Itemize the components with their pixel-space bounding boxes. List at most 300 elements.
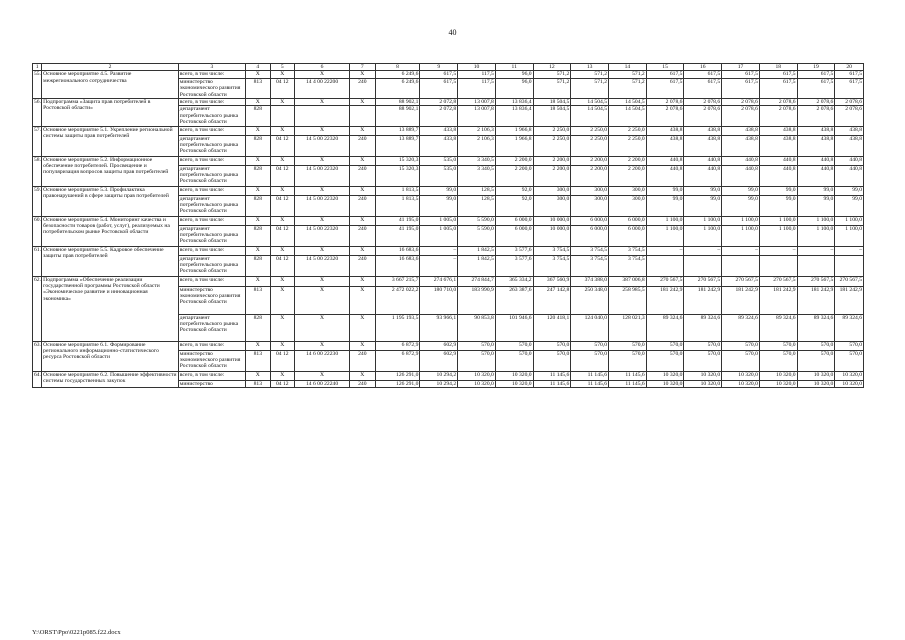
- budget-code-c4: Х: [246, 99, 270, 106]
- amount-cell: 2 200,0: [495, 156, 533, 165]
- amount-cell: 2 072,8: [420, 106, 458, 126]
- budget-code-c6: 14 6 00 22240: [295, 380, 350, 387]
- table-row: [33, 216, 864, 225]
- amount-cell: 181 242,9: [722, 286, 760, 314]
- amount-cell: 602,9: [420, 341, 458, 350]
- amount-cell: 617,5: [646, 71, 684, 78]
- amount-cell: 124 040,0: [571, 314, 609, 341]
- amount-cell: 570,0: [646, 350, 684, 371]
- amount-cell: 2 200,0: [495, 165, 533, 186]
- executor: департамент потребительского рынка Ростовской области: [178, 135, 245, 156]
- amount-cell: 300,0: [571, 195, 609, 216]
- amount-cell: 90 853,8: [458, 314, 496, 341]
- budget-code-c5: 04 12: [270, 78, 294, 98]
- budget-code-c6: Х: [295, 71, 350, 78]
- budget-code-c6: 14 5 00 22320: [295, 195, 350, 216]
- amount-cell: 571,2: [533, 71, 571, 78]
- budget-code-c4: 813: [246, 350, 270, 371]
- column-number: 16: [684, 64, 722, 71]
- column-number: 20: [835, 64, 864, 71]
- amount-cell: 433,8: [420, 126, 458, 135]
- executor: всего, в том числе:: [178, 156, 245, 165]
- amount-cell: 617,5: [835, 71, 864, 78]
- amount-cell: –: [835, 246, 864, 255]
- budget-code-c5: Х: [270, 276, 294, 286]
- row-number: 58.: [33, 156, 42, 186]
- budget-code-c5: 04 12: [270, 195, 294, 216]
- amount-cell: –: [797, 246, 835, 255]
- column-number: 6: [295, 64, 350, 71]
- amount-cell: 13 889,7: [375, 126, 420, 135]
- executor: департамент потребительского рынка Ростовской области: [178, 314, 245, 341]
- budget-code-c5: Х: [270, 186, 294, 195]
- amount-cell: 570,0: [571, 341, 609, 350]
- budget-code-c7: 240: [350, 195, 375, 216]
- amount-cell: 14 504,5: [571, 99, 609, 106]
- amount-cell: 3 754,5: [533, 246, 571, 255]
- column-number: 17: [722, 64, 760, 71]
- budget-code-c5: Х: [270, 246, 294, 255]
- budget-code-c4: Х: [246, 186, 270, 195]
- row-number: 57.: [33, 126, 42, 156]
- budget-code-c5: Х: [270, 71, 294, 78]
- program-name: Основное мероприятие 6.1. Формирование регионального информационно-статистического ресурса Ростовской области: [42, 341, 179, 371]
- budget-code-c7: 240: [350, 225, 375, 246]
- amount-cell: 6 249,6: [375, 78, 420, 98]
- amount-cell: 570,0: [609, 350, 647, 371]
- amount-cell: 99,0: [684, 186, 722, 195]
- amount-cell: 2 072,8: [420, 99, 458, 106]
- amount-cell: 5 590,0: [458, 225, 496, 246]
- amount-cell: 571,2: [571, 78, 609, 98]
- column-number: 19: [797, 64, 835, 71]
- column-number-row: [33, 64, 864, 71]
- amount-cell: 440,8: [835, 165, 864, 186]
- row-number: 61.: [33, 246, 42, 276]
- budget-code-c4: Х: [246, 71, 270, 78]
- program-name: Подпрограмма «Защита прав потребителей в Ростовской области»: [42, 99, 179, 127]
- amount-cell: 1 842,5: [458, 255, 496, 276]
- amount-cell: 89 324,6: [835, 314, 864, 341]
- amount-cell: 6 000,0: [571, 216, 609, 225]
- amount-cell: 117,5: [458, 78, 496, 98]
- amount-cell: 438,8: [722, 126, 760, 135]
- amount-cell: 6 249,6: [375, 71, 420, 78]
- amount-cell: 3 340,5: [458, 156, 496, 165]
- amount-cell: 14 504,5: [609, 99, 647, 106]
- amount-cell: 570,0: [797, 341, 835, 350]
- budget-code-c7: Х: [350, 341, 375, 350]
- program-name: Подпрограмма «Обеспечение реализации государственной программы Ростовской области «Экономическое развитие и инновационная экономика»: [42, 276, 179, 341]
- amount-cell: 247 142,8: [533, 286, 571, 314]
- amount-cell: 128,5: [458, 195, 496, 216]
- budget-code-c4: 813: [246, 78, 270, 98]
- amount-cell: 2 078,6: [684, 106, 722, 126]
- amount-cell: 367 560,9: [533, 276, 571, 286]
- executor: министерство экономического развития Ростовской области: [178, 286, 245, 314]
- amount-cell: 1 100,0: [835, 225, 864, 246]
- amount-cell: 440,8: [646, 156, 684, 165]
- column-number: 1: [33, 64, 42, 71]
- amount-cell: 440,8: [797, 156, 835, 165]
- amount-cell: 120 418,1: [533, 314, 571, 341]
- amount-cell: 2 106,3: [458, 126, 496, 135]
- amount-cell: 602,9: [420, 350, 458, 371]
- budget-code-c7: 240: [350, 78, 375, 98]
- budget-code-c6: 14 6 00 22230: [295, 350, 350, 371]
- amount-cell: 258 985,5: [609, 286, 647, 314]
- amount-cell: 99,0: [759, 186, 797, 195]
- executor: всего, в том числе:: [178, 71, 245, 78]
- amount-cell: 88 902,1: [375, 99, 420, 106]
- amount-cell: 1 100,0: [835, 216, 864, 225]
- budget-code-c5: 04 12: [270, 255, 294, 276]
- amount-cell: 126 291,0: [375, 380, 420, 387]
- amount-cell: 93 966,1: [420, 314, 458, 341]
- amount-cell: 1 100,0: [797, 216, 835, 225]
- column-number: 2: [42, 64, 179, 71]
- amount-cell: 16 683,6: [375, 255, 420, 276]
- amount-cell: 10 320,0: [646, 371, 684, 380]
- amount-cell: 99,0: [835, 195, 864, 216]
- amount-cell: 300,0: [533, 186, 571, 195]
- budget-code-c7: Х: [350, 71, 375, 78]
- budget-code-c7: Х: [350, 286, 375, 314]
- amount-cell: 438,8: [835, 126, 864, 135]
- amount-cell: 181 242,9: [835, 286, 864, 314]
- row-number: 60.: [33, 216, 42, 246]
- amount-cell: 1 005,0: [420, 216, 458, 225]
- budget-code-c6: Х: [295, 99, 350, 106]
- amount-cell: 1 100,0: [722, 216, 760, 225]
- executor: департамент потребительского рынка Ростовской области: [178, 255, 245, 276]
- budget-code-c5: 04 12: [270, 225, 294, 246]
- amount-cell: 570,0: [646, 341, 684, 350]
- amount-cell: 270 567,5: [797, 276, 835, 286]
- budget-code-c7: Х: [350, 126, 375, 135]
- row-number: 63.: [33, 341, 42, 371]
- amount-cell: 438,8: [722, 135, 760, 156]
- executor: всего, в том числе:: [178, 216, 245, 225]
- amount-cell: 6 000,0: [609, 225, 647, 246]
- amount-cell: 440,8: [835, 156, 864, 165]
- amount-cell: 433,8: [420, 135, 458, 156]
- amount-cell: 10 320,0: [797, 371, 835, 380]
- amount-cell: 3 754,5: [571, 246, 609, 255]
- budget-code-c7: 240: [350, 165, 375, 186]
- budget-code-c6: Х: [295, 314, 350, 341]
- budget-table: [32, 63, 864, 388]
- amount-cell: 438,8: [646, 135, 684, 156]
- amount-cell: 1 966,8: [495, 135, 533, 156]
- budget-code-c5: Х: [270, 126, 294, 135]
- amount-cell: 89 324,6: [797, 314, 835, 341]
- amount-cell: 570,0: [684, 350, 722, 371]
- amount-cell: 617,5: [835, 78, 864, 98]
- amount-cell: 440,8: [722, 165, 760, 186]
- amount-cell: 440,8: [759, 165, 797, 186]
- table-row: [33, 276, 864, 286]
- amount-cell: 3 667 215,7: [375, 276, 420, 286]
- amount-cell: 2 250,0: [571, 135, 609, 156]
- amount-cell: 10 320,0: [722, 380, 760, 387]
- table-row: [33, 126, 864, 135]
- amount-cell: 99,0: [722, 195, 760, 216]
- budget-code-c4: Х: [246, 371, 270, 380]
- amount-cell: 2 078,6: [646, 99, 684, 106]
- amount-cell: 6 000,0: [571, 225, 609, 246]
- amount-cell: 617,5: [420, 78, 458, 98]
- executor: всего, в том числе:: [178, 341, 245, 350]
- amount-cell: 15 320,3: [375, 165, 420, 186]
- amount-cell: 13 889,7: [375, 135, 420, 156]
- budget-code-c4: 828: [246, 314, 270, 341]
- amount-cell: 438,8: [684, 135, 722, 156]
- budget-code-c7: 240: [350, 255, 375, 276]
- amount-cell: 440,8: [722, 156, 760, 165]
- amount-cell: 570,0: [722, 341, 760, 350]
- budget-code-c6: 14 5 00 22320: [295, 225, 350, 246]
- executor: всего, в том числе:: [178, 186, 245, 195]
- amount-cell: 570,0: [835, 350, 864, 371]
- amount-cell: 571,2: [571, 71, 609, 78]
- budget-code-c4: 828: [246, 165, 270, 186]
- amount-cell: 89 324,6: [759, 314, 797, 341]
- amount-cell: 2 200,0: [533, 165, 571, 186]
- amount-cell: 300,0: [609, 186, 647, 195]
- budget-code-c7: Х: [350, 371, 375, 380]
- amount-cell: 181 242,9: [797, 286, 835, 314]
- amount-cell: 10 320,0: [722, 371, 760, 380]
- budget-code-c7: Х: [350, 276, 375, 286]
- amount-cell: 2 472 022,2: [375, 286, 420, 314]
- amount-cell: 1 813,5: [375, 195, 420, 216]
- amount-cell: 2 078,6: [646, 106, 684, 126]
- amount-cell: 41 195,0: [375, 225, 420, 246]
- amount-cell: 99,0: [420, 186, 458, 195]
- amount-cell: 617,5: [722, 78, 760, 98]
- executor: всего, в том числе:: [178, 246, 245, 255]
- budget-code-c6: [295, 106, 350, 126]
- amount-cell: 617,5: [646, 78, 684, 98]
- amount-cell: 15 320,3: [375, 156, 420, 165]
- budget-code-c7: Х: [350, 314, 375, 341]
- budget-code-c4: 813: [246, 380, 270, 387]
- amount-cell: 570,0: [533, 350, 571, 371]
- amount-cell: 3 754,5: [571, 255, 609, 276]
- program-name: Основное мероприятие 5.2. Информационное обеспечение потребителей. Просвещение и популяризация вопросов защиты прав потребителей: [42, 156, 179, 186]
- budget-code-c6: Х: [295, 286, 350, 314]
- amount-cell: 126 291,0: [375, 371, 420, 380]
- amount-cell: 570,0: [571, 350, 609, 371]
- amount-cell: 617,5: [759, 71, 797, 78]
- amount-cell: 128 021,3: [609, 314, 647, 341]
- amount-cell: 180 710,0: [420, 286, 458, 314]
- table-row: [33, 156, 864, 165]
- amount-cell: 2 200,0: [609, 156, 647, 165]
- amount-cell: 96,0: [495, 78, 533, 98]
- amount-cell: 99,0: [646, 186, 684, 195]
- budget-code-c6: Х: [295, 126, 350, 135]
- amount-cell: 2 078,6: [797, 99, 835, 106]
- column-number: 12: [533, 64, 571, 71]
- amount-cell: 2 250,0: [571, 126, 609, 135]
- amount-cell: 1 813,5: [375, 186, 420, 195]
- column-number: 9: [420, 64, 458, 71]
- amount-cell: 11 145,6: [571, 380, 609, 387]
- amount-cell: 41 195,0: [375, 216, 420, 225]
- amount-cell: 250 348,0: [571, 286, 609, 314]
- budget-code-c6: Х: [295, 246, 350, 255]
- row-number: 56.: [33, 99, 42, 127]
- amount-cell: 11 145,6: [609, 371, 647, 380]
- amount-cell: 99,0: [684, 195, 722, 216]
- amount-cell: 11 145,6: [609, 380, 647, 387]
- row-number: 59.: [33, 186, 42, 216]
- amount-cell: 440,8: [684, 165, 722, 186]
- amount-cell: 1 100,0: [646, 225, 684, 246]
- amount-cell: 13 007,8: [458, 106, 496, 126]
- amount-cell: 270 567,5: [684, 276, 722, 286]
- amount-cell: 99,0: [646, 195, 684, 216]
- row-number: 55.: [33, 71, 42, 99]
- amount-cell: 617,5: [420, 71, 458, 78]
- amount-cell: 6 000,0: [609, 216, 647, 225]
- row-number: 64.: [33, 371, 42, 387]
- amount-cell: 6 000,0: [495, 225, 533, 246]
- amount-cell: [759, 255, 797, 276]
- amount-cell: 1 195 193,5: [375, 314, 420, 341]
- amount-cell: 1 966,8: [495, 126, 533, 135]
- amount-cell: –: [722, 246, 760, 255]
- amount-cell: 571,2: [609, 78, 647, 98]
- amount-cell: 101 946,6: [495, 314, 533, 341]
- program-name: Основное мероприятие 4.5. Развитие межрегионального сотрудничества: [42, 71, 179, 99]
- budget-code-c5: Х: [270, 314, 294, 341]
- budget-code-c7: Х: [350, 186, 375, 195]
- amount-cell: 10 320,0: [835, 380, 864, 387]
- amount-cell: 92,0: [495, 195, 533, 216]
- amount-cell: 14 504,5: [571, 106, 609, 126]
- budget-code-c6: Х: [295, 276, 350, 286]
- table-row: [33, 71, 864, 78]
- amount-cell: 270 567,5: [835, 276, 864, 286]
- amount-cell: –: [420, 255, 458, 276]
- amount-cell: 2 200,0: [533, 156, 571, 165]
- budget-code-c4: Х: [246, 156, 270, 165]
- amount-cell: 617,5: [797, 71, 835, 78]
- amount-cell: 89 324,6: [646, 314, 684, 341]
- executor: департамент потребительского рынка Ростовской области: [178, 195, 245, 216]
- amount-cell: 570,0: [458, 350, 496, 371]
- budget-code-c4: 828: [246, 106, 270, 126]
- budget-code-c5: Х: [270, 341, 294, 350]
- column-number: 8: [375, 64, 420, 71]
- budget-code-c7: 240: [350, 380, 375, 387]
- amount-cell: 13 007,8: [458, 99, 496, 106]
- budget-code-c6: 14 5 00 22320: [295, 255, 350, 276]
- amount-cell: 2 200,0: [571, 156, 609, 165]
- budget-code-c6: Х: [295, 186, 350, 195]
- column-number: 3: [178, 64, 245, 71]
- column-number: 11: [495, 64, 533, 71]
- amount-cell: 3 577,6: [495, 246, 533, 255]
- amount-cell: 10 000,0: [533, 216, 571, 225]
- executor: департамент потребительского рынка Ростовской области: [178, 106, 245, 126]
- amount-cell: 13 836,4: [495, 99, 533, 106]
- amount-cell: 3 754,5: [609, 246, 647, 255]
- amount-cell: 10 320,0: [684, 380, 722, 387]
- budget-code-c5: 04 12: [270, 135, 294, 156]
- amount-cell: 1 100,0: [759, 225, 797, 246]
- table-body: [33, 64, 864, 388]
- budget-code-c6: Х: [295, 371, 350, 380]
- amount-cell: 570,0: [495, 341, 533, 350]
- amount-cell: 440,8: [646, 165, 684, 186]
- table-row: [33, 371, 864, 380]
- budget-code-c5: Х: [270, 216, 294, 225]
- amount-cell: 617,5: [759, 78, 797, 98]
- table-row: [33, 341, 864, 350]
- amount-cell: 10 320,0: [759, 380, 797, 387]
- amount-cell: 1 100,0: [797, 225, 835, 246]
- amount-cell: 440,8: [797, 165, 835, 186]
- amount-cell: 438,8: [797, 126, 835, 135]
- budget-code-c5: [270, 106, 294, 126]
- amount-cell: 570,0: [722, 350, 760, 371]
- amount-cell: 99,0: [797, 186, 835, 195]
- amount-cell: 2 106,3: [458, 135, 496, 156]
- page-number: 40: [448, 28, 457, 37]
- column-number: 7: [350, 64, 375, 71]
- budget-code-c4: 828: [246, 225, 270, 246]
- budget-code-c4: Х: [246, 276, 270, 286]
- budget-code-c5: 04 12: [270, 380, 294, 387]
- amount-cell: 10 320,0: [495, 380, 533, 387]
- budget-code-c7: Х: [350, 99, 375, 106]
- budget-code-c4: 813: [246, 286, 270, 314]
- amount-cell: 6 872,9: [375, 341, 420, 350]
- budget-code-c6: Х: [295, 156, 350, 165]
- budget-code-c6: 14 5 00 22320: [295, 165, 350, 186]
- amount-cell: 2 250,0: [609, 126, 647, 135]
- amount-cell: [835, 255, 864, 276]
- budget-code-c4: Х: [246, 246, 270, 255]
- budget-code-c7: Х: [350, 216, 375, 225]
- amount-cell: 89 324,6: [722, 314, 760, 341]
- budget-code-c6: 14 4 00 22200: [295, 78, 350, 98]
- budget-code-c4: Х: [246, 126, 270, 135]
- amount-cell: –: [646, 246, 684, 255]
- budget-code-c5: Х: [270, 156, 294, 165]
- executor: всего, в том числе:: [178, 99, 245, 106]
- amount-cell: 535,0: [420, 156, 458, 165]
- amount-cell: 10 320,0: [835, 371, 864, 380]
- amount-cell: 438,8: [684, 126, 722, 135]
- executor: министерство экономического развития Ростовской области: [178, 78, 245, 98]
- amount-cell: 10 320,0: [797, 380, 835, 387]
- amount-cell: –: [420, 246, 458, 255]
- amount-cell: 374 388,0: [571, 276, 609, 286]
- amount-cell: 300,0: [609, 195, 647, 216]
- budget-code-c7: Х: [350, 156, 375, 165]
- amount-cell: [797, 255, 835, 276]
- amount-cell: 438,8: [835, 135, 864, 156]
- column-number: 10: [458, 64, 496, 71]
- amount-cell: 10 320,0: [458, 380, 496, 387]
- row-number: 62.: [33, 276, 42, 341]
- budget-code-c5: Х: [270, 371, 294, 380]
